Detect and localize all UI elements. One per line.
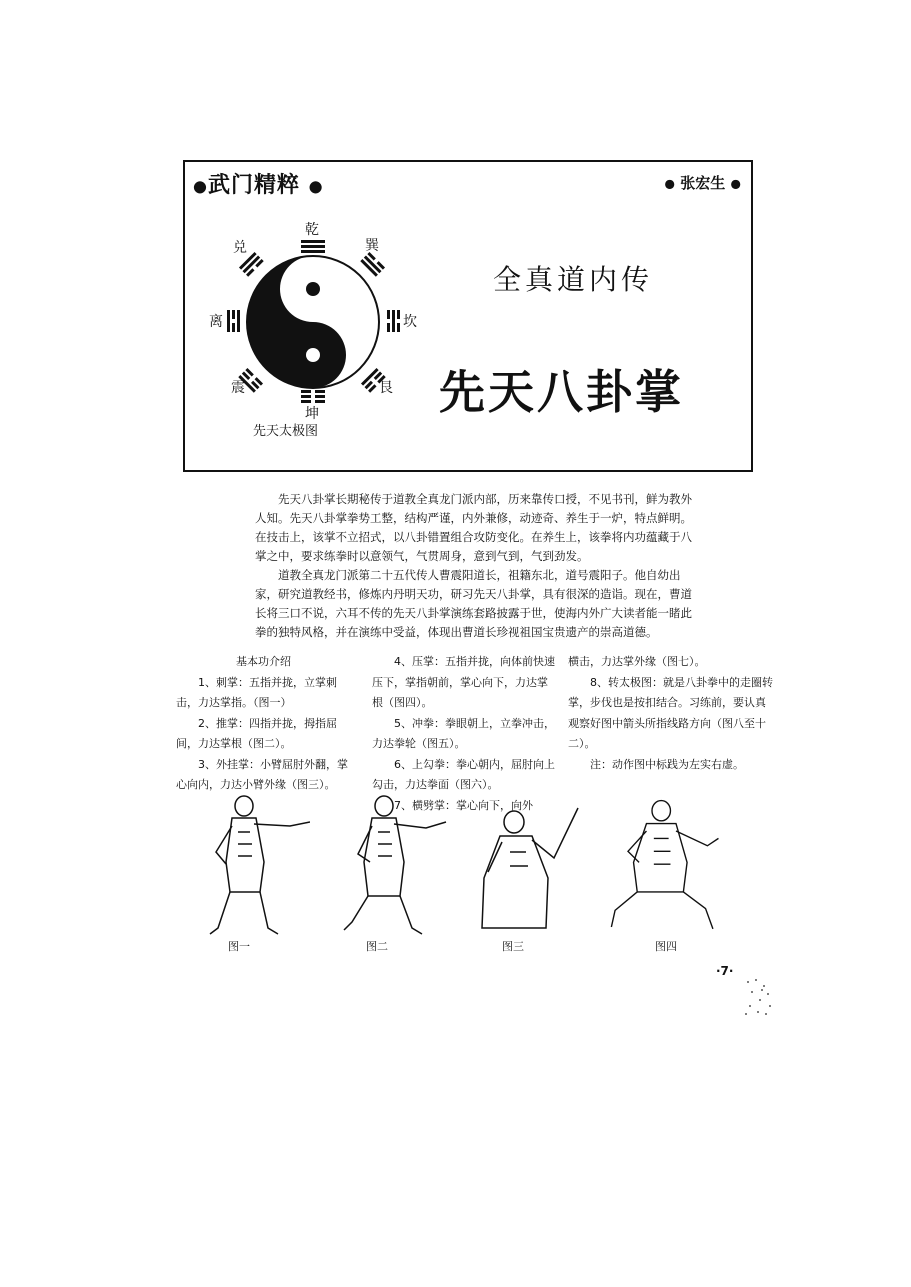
trigram-qian: 乾 bbox=[305, 222, 319, 238]
intro-paragraph: 道教全真龙门派第二十五代传人曹震阳道长，祖籍东北，道号震阳子。他自幼出家，研究道教经书，修炼内丹明天功，研习先天八卦掌，具有很深的造诣。现在，曹道长将三口不说，六耳不传的先天八卦掌演练套路披露于世，使海内外广大读者能一睹此拳的独特风格，并在演练中受益，体现出曹道长珍视祖国宝贵遗产的崇高道德。 bbox=[255, 568, 692, 639]
figure-label: 图一 bbox=[228, 940, 250, 953]
trigram-gen: 艮 bbox=[379, 380, 393, 396]
taiji-diagram bbox=[201, 212, 431, 427]
trigram-xun: 巽 bbox=[365, 238, 379, 254]
column-name: ●武门精粹 ● bbox=[193, 173, 324, 198]
trigram-zhen: 震 bbox=[231, 380, 245, 396]
title-box bbox=[183, 198, 753, 472]
bullet-icon: ● bbox=[308, 176, 324, 196]
technique-item: 7、横劈掌：掌心向下，向外 bbox=[394, 798, 533, 812]
technique-item: 5、冲拳：拳眼朝上，立拳冲击，力达拳轮（图五）。 bbox=[372, 716, 555, 750]
text-column-3 bbox=[568, 652, 776, 775]
technique-item: 6、上勾拳：拳心朝内，屈肘向上勾击，力达拳面（图六）。 bbox=[372, 757, 555, 791]
author: ● 张宏生 ● bbox=[664, 174, 741, 192]
trigram-kun: 坤 bbox=[305, 406, 319, 422]
trigram-li: 离 bbox=[209, 314, 223, 330]
bullet-icon: ● bbox=[730, 176, 741, 191]
note: 注：动作图中标践为左实右虚。 bbox=[590, 757, 744, 771]
section-heading: 基本功介绍 bbox=[236, 655, 291, 668]
column-header bbox=[183, 160, 753, 200]
text-column-1 bbox=[176, 652, 356, 796]
figure-1-illustration bbox=[190, 792, 310, 942]
intro-paragraph: 先天八卦掌长期秘传于道教全真龙门派内部，历来靠传口授，不见书刊，鲜为教外人知。先天八卦掌拳势工整，结构严谨，内外兼修，动迹奇、养生于一炉，特点鲜明。在技击上，该掌不立招式，以八卦错置组合攻防变化。在养生上，该拳将内功蕴藏于八掌之中，要求练拳时以意领气，气贯周身，意到气到，气到劲发。 bbox=[255, 492, 692, 563]
figure-3-illustration bbox=[470, 792, 590, 942]
bullet-icon: ● bbox=[193, 176, 208, 196]
technique-item: 4、压掌：五指并拢，向体前快速压下，掌指朝前，掌心向下，力达掌根（图四）。 bbox=[372, 655, 555, 709]
intro-text bbox=[255, 490, 695, 642]
technique-item: 横击，力达掌外缘（图七）。 bbox=[568, 655, 706, 668]
figure-label: 图二 bbox=[366, 940, 388, 953]
diagram-caption: 先天太极图 bbox=[253, 424, 319, 439]
technique-item: 8、转太极图：就是八卦拳中的走圈转掌，步伐也是按扣结合。习练前，要认真观察好图中箭头所指线路方向（图八至十二）。 bbox=[568, 675, 773, 750]
figure-label: 图四 bbox=[655, 940, 677, 953]
scan-noise bbox=[744, 976, 774, 1018]
figure-4-illustration bbox=[604, 792, 724, 942]
technique-item: 2、推掌：四指并拢，拇指屈间，力达掌根（图二）。 bbox=[176, 716, 337, 750]
article-title: 先天八卦掌 bbox=[439, 365, 684, 419]
figure-2-illustration bbox=[330, 792, 450, 942]
technique-item: 1、刺掌：五指并拢，立掌刺击，力达掌指。（图一） bbox=[176, 675, 337, 709]
figure-label: 图三 bbox=[502, 940, 524, 953]
bullet-icon: ● bbox=[664, 176, 676, 191]
taiji-diagram-icon bbox=[201, 212, 431, 427]
technique-item: 3、外挂掌：小臂屈肘外翻，掌心向内，力达小臂外缘（图三）。 bbox=[176, 757, 348, 791]
trigram-kan: 坎 bbox=[403, 314, 417, 330]
article-subtitle: 全真道内传 bbox=[493, 263, 654, 296]
page-number: ·7· bbox=[716, 964, 734, 978]
trigram-dui: 兑 bbox=[233, 240, 247, 256]
